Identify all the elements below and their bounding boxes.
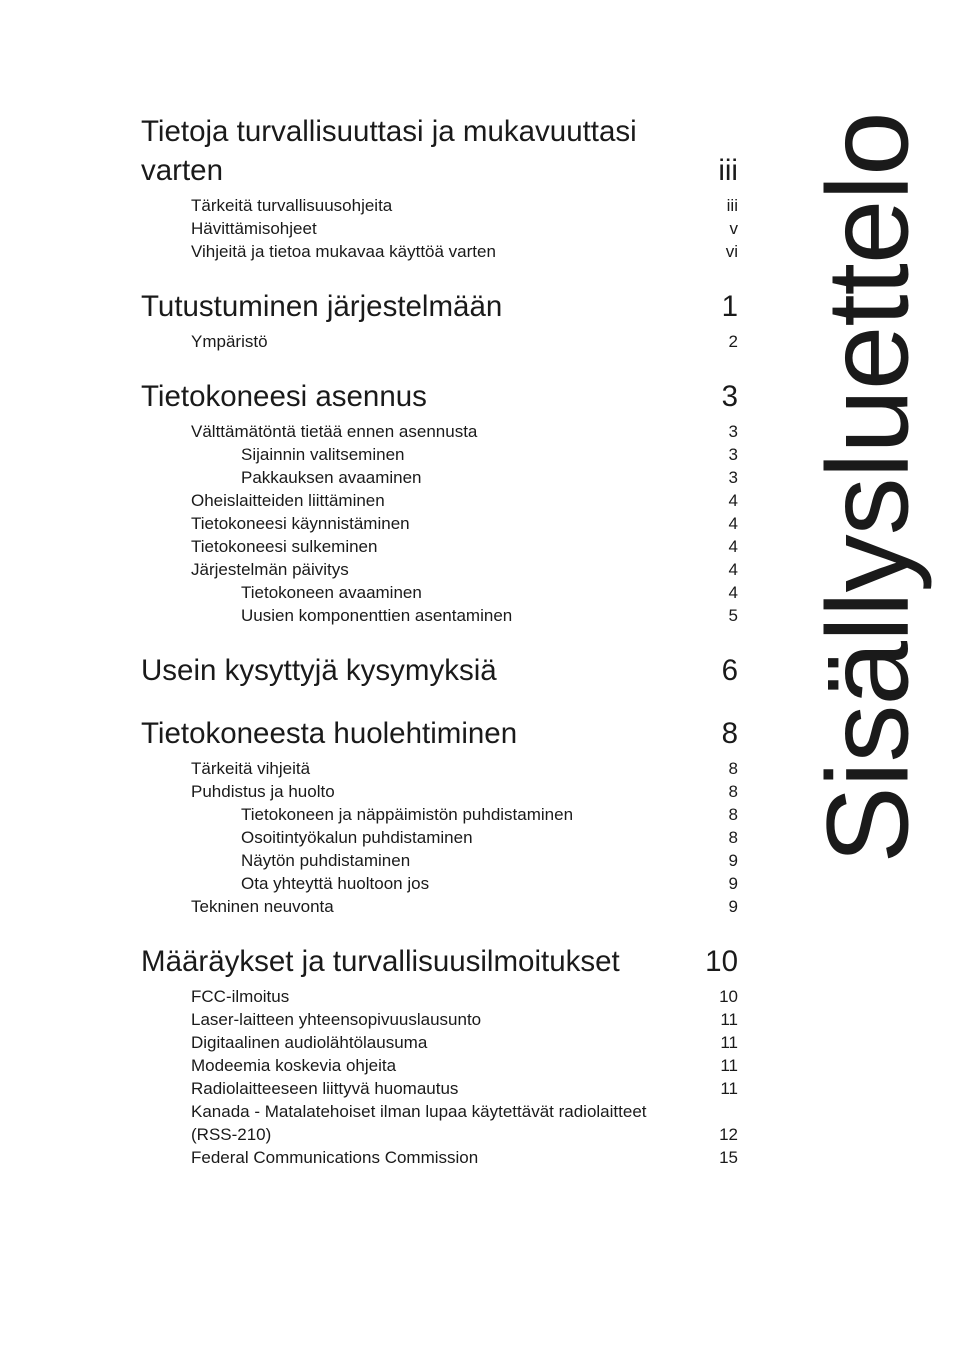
toc-entry-page: 9 [728,897,738,916]
toc-entry-title: Oheislaitteiden liittäminen [191,491,385,510]
toc-chapter-title: Tutustuminen järjestelmään [141,290,503,323]
toc-chapter-page: 1 [721,290,738,323]
toc-entry-title: Näytön puhdistaminen [241,851,411,870]
toc-entry-page: 4 [728,537,738,556]
toc-subentry[interactable] [141,1054,738,1077]
toc-subentry[interactable] [141,420,738,443]
toc-subentry[interactable] [141,1100,738,1146]
toc-subsubentry[interactable] [141,849,738,872]
toc-subentry[interactable] [141,330,738,353]
toc-entry-title: Radiolaitteeseen liittyvä huomautus [191,1079,459,1098]
toc-chapter-page: 8 [721,717,738,750]
toc-subsubentry[interactable] [141,604,738,627]
side-title-text: Sisällysluettelo [803,111,934,864]
toc-entry-title: Tietokoneesi sulkeminen [191,537,378,556]
toc-subentry[interactable] [141,1008,738,1031]
toc-chapter-heading[interactable] [141,714,738,753]
toc-subentry[interactable] [141,535,738,558]
toc-entry-title: Kanada - Matalatehoiset ilman lupaa käytettävät radiolaitteet (RSS-210) [191,1102,647,1144]
toc-subsubentry[interactable] [141,803,738,826]
toc-chapter-title: Määräykset ja turvallisuusilmoitukset [141,945,620,978]
toc-entry-page: 11 [720,1033,738,1052]
toc-entry-title: FCC-ilmoitus [191,987,290,1006]
toc-chapter-heading[interactable] [141,377,738,416]
toc-entry-page: iii [726,196,738,215]
toc-subentry[interactable] [141,194,738,217]
toc-entry-page: 2 [728,332,738,351]
toc-subentry[interactable] [141,757,738,780]
toc-entry-title: Modeemia koskevia ohjeita [191,1056,397,1075]
toc-entry-title: Laser-laitteen yhteensopivuuslausunto [191,1010,482,1029]
toc-chapter-title: Tietokoneesi asennus [141,380,427,413]
toc-entry-title: Puhdistus ja huolto [191,782,335,801]
toc-chapter-page: iii [718,154,738,187]
toc-subentry[interactable] [141,895,738,918]
toc-entry-page: 9 [728,851,738,870]
toc-entry-page: 4 [728,491,738,510]
toc-chapter-heading[interactable] [141,942,738,981]
toc-entry-page: 4 [728,583,738,602]
toc-section [141,942,738,1169]
toc-section [141,377,738,627]
toc-entry-page: 4 [728,514,738,533]
toc-subentry[interactable] [141,985,738,1008]
toc-entry-page: 5 [728,606,738,625]
toc-entry-page: 8 [728,805,738,824]
toc-section [141,112,738,263]
toc-entry-page: 11 [720,1010,738,1029]
toc-entry-title: Pakkauksen avaaminen [241,468,422,487]
toc-entry-title: Tekninen neuvonta [191,897,334,916]
toc-entry-page: 4 [728,560,738,579]
toc-entry-title: Uusien komponenttien asentaminen [241,606,513,625]
toc-section [141,714,738,918]
toc-chapter-title: Usein kysyttyjä kysymyksiä [141,654,497,687]
toc-entry-title: Tietokoneesi käynnistäminen [191,514,410,533]
toc-entry-page: 15 [719,1148,738,1167]
toc-subentry[interactable] [141,780,738,803]
toc-entry-title: Välttämätöntä tietää ennen asennusta [191,422,478,441]
toc-section [141,651,738,690]
toc-chapter-page: 10 [705,945,738,978]
toc-entry-title: Tietokoneen ja näppäimistön puhdistaminen [241,805,574,824]
toc-chapter-page: 3 [721,380,738,413]
toc-entry-title: Osoitintyökalun puhdistaminen [241,828,473,847]
toc-entry-page: 10 [719,987,738,1006]
toc-subsubentry[interactable] [141,826,738,849]
toc-subsubentry[interactable] [141,466,738,489]
toc-section [141,287,738,353]
toc-chapter-title: Tietokoneesta huolehtiminen [141,717,518,750]
toc-subentry[interactable] [141,489,738,512]
toc-subentry[interactable] [141,558,738,581]
toc-entry-page: 8 [728,828,738,847]
side-title [803,111,934,864]
toc-entry-page: 9 [728,874,738,893]
toc-subentry[interactable] [141,240,738,263]
table-of-contents [141,112,738,1193]
toc-entry-title: Federal Communications Commission [191,1148,479,1167]
toc-subentry[interactable] [141,1077,738,1100]
toc-entry-page: vi [725,242,738,261]
toc-subsubentry[interactable] [141,872,738,895]
toc-chapter-page: 6 [721,654,738,687]
toc-subsubentry[interactable] [141,581,738,604]
toc-entry-title: Tietokoneen avaaminen [241,583,422,602]
toc-entry-page: 3 [728,468,738,487]
toc-entry-title: Vihjeitä ja tietoa mukavaa käyttöä varten [191,242,496,261]
toc-entry-page: 3 [728,422,738,441]
toc-entry-title: Tärkeitä vihjeitä [191,759,311,778]
toc-entry-page: 11 [720,1079,738,1098]
toc-entry-page: 8 [728,782,738,801]
toc-entry-page: 3 [728,445,738,464]
toc-subentry[interactable] [141,512,738,535]
toc-entry-page: 11 [720,1056,738,1075]
toc-entry-title: Ympäristö [191,332,268,351]
toc-entry-page: 12 [719,1125,738,1144]
toc-subentry[interactable] [141,1031,738,1054]
toc-subentry[interactable] [141,1146,738,1169]
toc-entry-title: Hävittämisohjeet [191,219,317,238]
toc-entry-page: 8 [728,759,738,778]
toc-entry-title: Digitaalinen audiolähtölausuma [191,1033,428,1052]
toc-chapter-heading[interactable] [141,287,738,326]
toc-chapter-heading[interactable] [141,112,738,190]
toc-entry-page: v [729,219,738,238]
toc-chapter-heading[interactable] [141,651,738,690]
toc-chapter-title: Tietoja turvallisuuttasi ja mukavuuttasi varten [141,115,637,187]
toc-subentry[interactable] [141,217,738,240]
toc-subsubentry[interactable] [141,443,738,466]
toc-entry-title: Sijainnin valitseminen [241,445,405,464]
toc-entry-title: Ota yhteyttä huoltoon jos [241,874,430,893]
toc-entry-title: Tärkeitä turvallisuusohjeita [191,196,393,215]
toc-entry-title: Järjestelmän päivitys [191,560,349,579]
